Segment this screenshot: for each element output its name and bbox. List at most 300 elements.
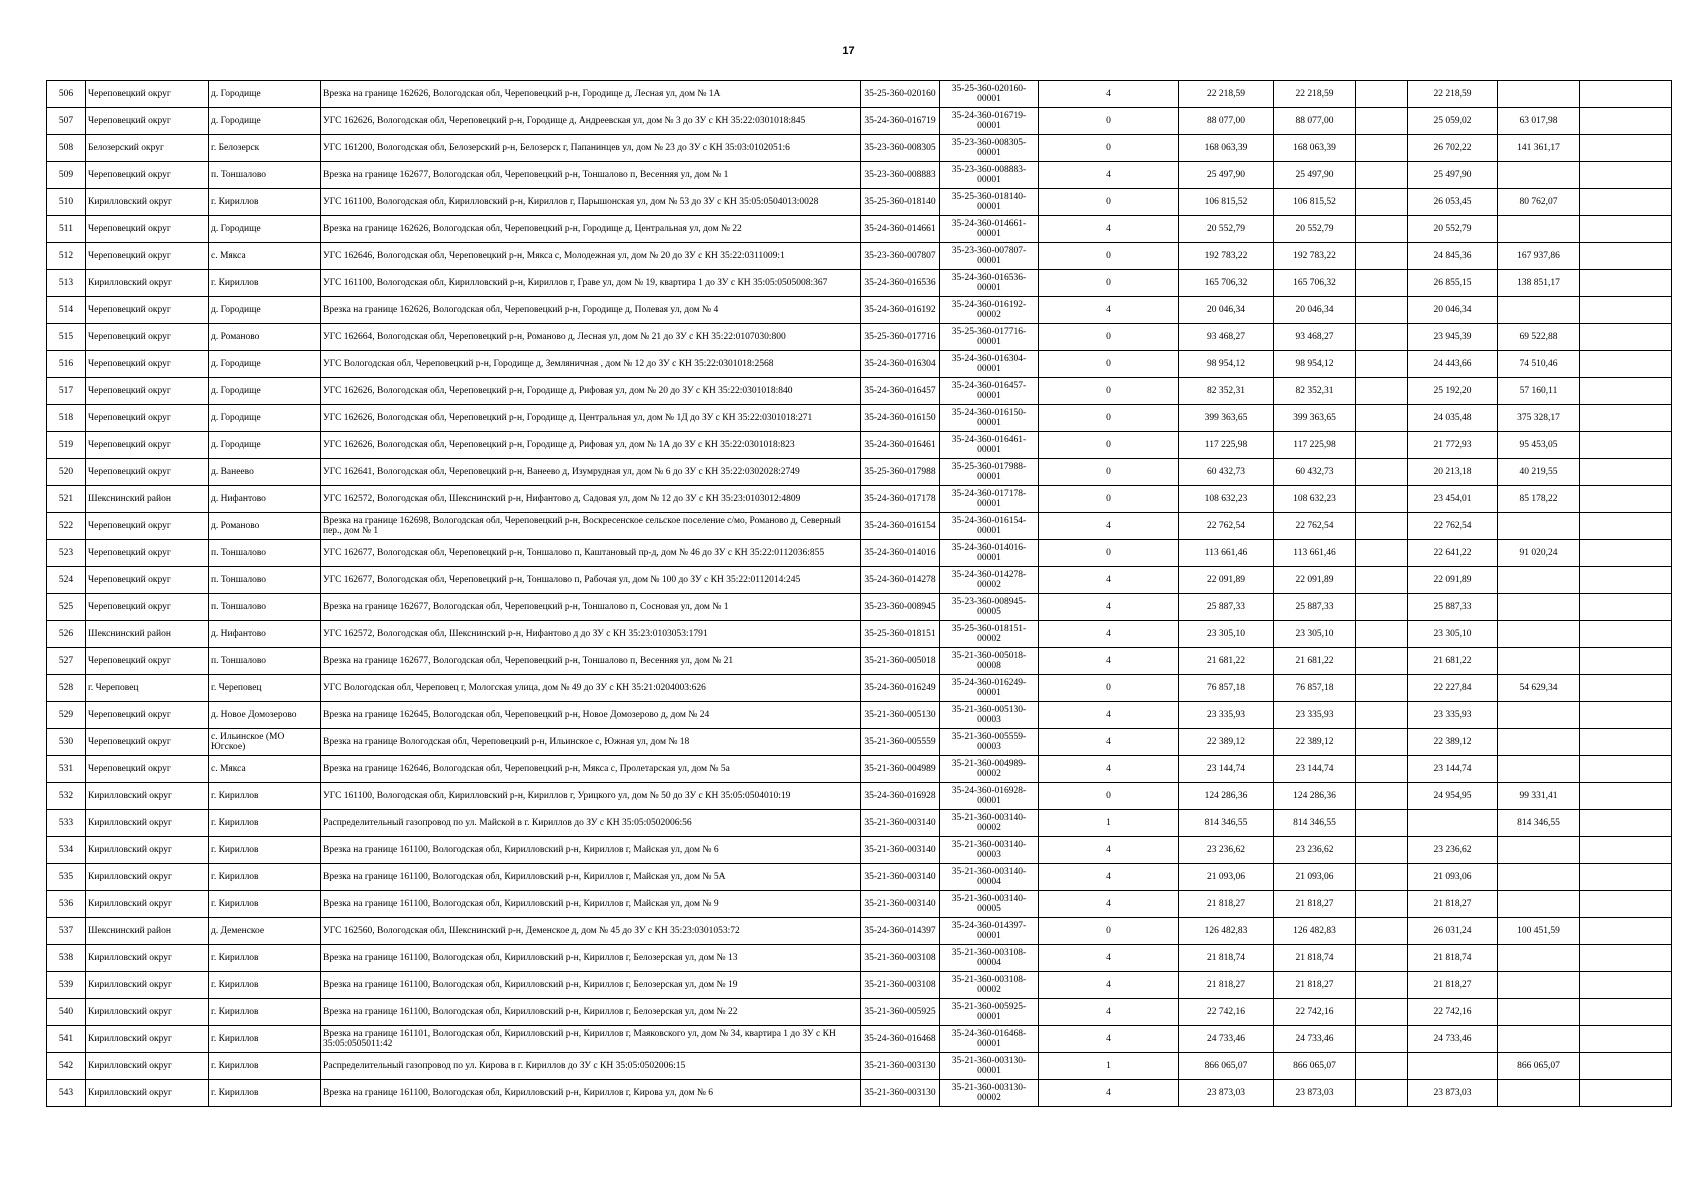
remaining-cost-cell — [1498, 216, 1580, 243]
empty-column-cell — [1356, 405, 1408, 432]
district-cell: Кирилловский округ — [86, 972, 209, 999]
total-cost-cell: 108 632,23 — [1179, 486, 1274, 513]
notes-cell — [1580, 1080, 1672, 1107]
settlement-cell: д. Деменское — [209, 918, 321, 945]
district-cell: Череповецкий округ — [86, 702, 209, 729]
code-cell: 35-21-360-003140 — [861, 864, 940, 891]
district-cell: Белозерский округ — [86, 135, 209, 162]
settlement-cell: д. Городище — [209, 81, 321, 108]
total-cost-cell: 23 873,03 — [1179, 1080, 1274, 1107]
connection-cost-cell: 23 236,62 — [1408, 837, 1498, 864]
row-number-cell: 528 — [47, 675, 86, 702]
remaining-cost-cell — [1498, 513, 1580, 540]
settlement-cell: п. Тоншалово — [209, 567, 321, 594]
settlement-cell: г. Кириллов — [209, 945, 321, 972]
empty-column-cell — [1356, 621, 1408, 648]
total-cost-cell: 124 286,36 — [1179, 783, 1274, 810]
total-cost-cell: 165 706,32 — [1179, 270, 1274, 297]
notes-cell — [1580, 108, 1672, 135]
notes-cell — [1580, 756, 1672, 783]
total-cost-cell: 98 954,12 — [1179, 351, 1274, 378]
total-cost-cell: 21 818,27 — [1179, 891, 1274, 918]
table-row — [47, 729, 1672, 756]
remaining-cost-cell: 138 851,17 — [1498, 270, 1580, 297]
empty-column-cell — [1356, 702, 1408, 729]
table-row — [47, 864, 1672, 891]
type-code-cell: 0 — [1039, 783, 1179, 810]
type-code-cell: 4 — [1039, 1026, 1179, 1053]
object-address-cell: УГС 161100, Вологодская обл, Кирилловский р-н, Кириллов г, Урицкого ул, дом № 50 до ЗУ с КН 35:05:0504010:19 — [321, 783, 861, 810]
type-code-cell: 1 — [1039, 1053, 1179, 1080]
district-cell: Кирилловский округ — [86, 783, 209, 810]
empty-column-cell — [1356, 351, 1408, 378]
remaining-cost-cell: 95 453,05 — [1498, 432, 1580, 459]
cadastral-number-cell: 35-24-360-016154-00001 — [940, 513, 1039, 540]
settlement-cell: г. Кириллов — [209, 891, 321, 918]
code-cell: 35-24-360-016457 — [861, 378, 940, 405]
remaining-cost-cell: 63 017,98 — [1498, 108, 1580, 135]
object-address-cell: УГС 162664, Вологодская обл, Череповецкий р-н, Романово д, Лесная ул, дом № 21 до ЗУ с КН 35:22:0107030:800 — [321, 324, 861, 351]
total-cost-cell: 22 389,12 — [1179, 729, 1274, 756]
settlement-cell: г. Череповец — [209, 675, 321, 702]
settlement-cell: д. Городище — [209, 297, 321, 324]
table-row — [47, 1026, 1672, 1053]
settlement-cell: д. Городище — [209, 378, 321, 405]
cost-amount-cell: 192 783,22 — [1274, 243, 1356, 270]
table-row — [47, 702, 1672, 729]
connection-cost-cell: 24 035,48 — [1408, 405, 1498, 432]
cadastral-number-cell: 35-21-360-003130-00002 — [940, 1080, 1039, 1107]
type-code-cell: 0 — [1039, 108, 1179, 135]
connection-cost-cell — [1408, 810, 1498, 837]
code-cell: 35-25-360-020160 — [861, 81, 940, 108]
type-code-cell: 0 — [1039, 189, 1179, 216]
cost-amount-cell: 82 352,31 — [1274, 378, 1356, 405]
cost-amount-cell: 93 468,27 — [1274, 324, 1356, 351]
notes-cell — [1580, 648, 1672, 675]
code-cell: 35-25-360-018151 — [861, 621, 940, 648]
total-cost-cell: 106 815,52 — [1179, 189, 1274, 216]
cost-amount-cell: 23 144,74 — [1274, 756, 1356, 783]
settlement-cell: п. Тоншалово — [209, 162, 321, 189]
notes-cell — [1580, 540, 1672, 567]
row-number-cell: 507 — [47, 108, 86, 135]
district-cell: Череповецкий округ — [86, 432, 209, 459]
settlement-cell: г. Кириллов — [209, 783, 321, 810]
cadastral-number-cell: 35-21-360-005018-00008 — [940, 648, 1039, 675]
connection-cost-cell: 26 702,22 — [1408, 135, 1498, 162]
total-cost-cell: 21 818,74 — [1179, 945, 1274, 972]
object-address-cell: Врезка на границе 162677, Вологодская обл, Череповецкий р-н, Тоншалово п, Сосновая ул, дом № 1 — [321, 594, 861, 621]
cadastral-number-cell: 35-21-360-003140-00004 — [940, 864, 1039, 891]
remaining-cost-cell: 69 522,88 — [1498, 324, 1580, 351]
remaining-cost-cell — [1498, 567, 1580, 594]
empty-column-cell — [1356, 783, 1408, 810]
type-code-cell: 0 — [1039, 324, 1179, 351]
notes-cell — [1580, 594, 1672, 621]
district-cell: Кирилловский округ — [86, 999, 209, 1026]
notes-cell — [1580, 810, 1672, 837]
connection-cost-cell: 21 818,27 — [1408, 891, 1498, 918]
district-cell: Череповецкий округ — [86, 513, 209, 540]
cost-amount-cell: 399 363,65 — [1274, 405, 1356, 432]
total-cost-cell: 22 091,89 — [1179, 567, 1274, 594]
total-cost-cell: 23 335,93 — [1179, 702, 1274, 729]
settlement-cell: п. Тоншалово — [209, 648, 321, 675]
object-address-cell: Врезка на границе 162677, Вологодская обл, Череповецкий р-н, Тоншалово п, Весенняя ул, дом № 1 — [321, 162, 861, 189]
type-code-cell: 4 — [1039, 297, 1179, 324]
district-cell: Череповецкий округ — [86, 378, 209, 405]
row-number-cell: 537 — [47, 918, 86, 945]
cadastral-number-cell: 35-24-360-016457-00001 — [940, 378, 1039, 405]
type-code-cell: 4 — [1039, 1080, 1179, 1107]
type-code-cell: 4 — [1039, 864, 1179, 891]
settlement-cell: п. Тоншалово — [209, 594, 321, 621]
cadastral-number-cell: 35-21-360-003108-00004 — [940, 945, 1039, 972]
total-cost-cell: 22 742,16 — [1179, 999, 1274, 1026]
notes-cell — [1580, 675, 1672, 702]
code-cell: 35-21-360-003130 — [861, 1053, 940, 1080]
cost-amount-cell: 22 091,89 — [1274, 567, 1356, 594]
settlement-cell: д. Городище — [209, 351, 321, 378]
total-cost-cell: 22 218,59 — [1179, 81, 1274, 108]
remaining-cost-cell — [1498, 945, 1580, 972]
empty-column-cell — [1356, 513, 1408, 540]
remaining-cost-cell — [1498, 1080, 1580, 1107]
empty-column-cell — [1356, 1053, 1408, 1080]
notes-cell — [1580, 1026, 1672, 1053]
row-number-cell: 529 — [47, 702, 86, 729]
empty-column-cell — [1356, 297, 1408, 324]
cost-amount-cell: 165 706,32 — [1274, 270, 1356, 297]
empty-column-cell — [1356, 459, 1408, 486]
cadastral-number-cell: 35-21-360-003140-00003 — [940, 837, 1039, 864]
notes-cell — [1580, 783, 1672, 810]
code-cell: 35-21-360-005018 — [861, 648, 940, 675]
code-cell: 35-21-360-005559 — [861, 729, 940, 756]
district-cell: Череповецкий округ — [86, 729, 209, 756]
table-row — [47, 162, 1672, 189]
empty-column-cell — [1356, 972, 1408, 999]
code-cell: 35-21-360-003140 — [861, 891, 940, 918]
row-number-cell: 531 — [47, 756, 86, 783]
cost-amount-cell: 20 046,34 — [1274, 297, 1356, 324]
total-cost-cell: 21 681,22 — [1179, 648, 1274, 675]
remaining-cost-cell: 54 629,34 — [1498, 675, 1580, 702]
notes-cell — [1580, 324, 1672, 351]
notes-cell — [1580, 621, 1672, 648]
empty-column-cell — [1356, 432, 1408, 459]
table-row — [47, 891, 1672, 918]
empty-column-cell — [1356, 189, 1408, 216]
remaining-cost-cell — [1498, 999, 1580, 1026]
object-address-cell: Врезка на границе 162677, Вологодская обл, Череповецкий р-н, Тоншалово п, Весенняя ул, дом № 21 — [321, 648, 861, 675]
row-number-cell: 540 — [47, 999, 86, 1026]
object-address-cell: УГС 162646, Вологодская обл, Череповецкий р-н, Мякса с, Молодежная ул, дом № 20 до ЗУ с КН 35:22:0311009:1 — [321, 243, 861, 270]
type-code-cell: 0 — [1039, 540, 1179, 567]
cadastral-number-cell: 35-24-360-016150-00001 — [940, 405, 1039, 432]
remaining-cost-cell — [1498, 81, 1580, 108]
settlement-cell: г. Кириллов — [209, 270, 321, 297]
connection-cost-cell: 21 681,22 — [1408, 648, 1498, 675]
district-cell: Череповецкий округ — [86, 243, 209, 270]
settlement-cell: д. Городище — [209, 432, 321, 459]
cadastral-number-cell: 35-21-360-003140-00002 — [940, 810, 1039, 837]
empty-column-cell — [1356, 108, 1408, 135]
remaining-cost-cell: 375 328,17 — [1498, 405, 1580, 432]
remaining-cost-cell: 141 361,17 — [1498, 135, 1580, 162]
cadastral-number-cell: 35-23-360-008305-00001 — [940, 135, 1039, 162]
total-cost-cell: 20 046,34 — [1179, 297, 1274, 324]
empty-column-cell — [1356, 648, 1408, 675]
remaining-cost-cell: 57 160,11 — [1498, 378, 1580, 405]
empty-column-cell — [1356, 486, 1408, 513]
cost-amount-cell: 98 954,12 — [1274, 351, 1356, 378]
row-number-cell: 526 — [47, 621, 86, 648]
type-code-cell: 4 — [1039, 891, 1179, 918]
code-cell: 35-24-360-014397 — [861, 918, 940, 945]
remaining-cost-cell: 91 020,24 — [1498, 540, 1580, 567]
notes-cell — [1580, 459, 1672, 486]
object-address-cell: Врезка на границе 162646, Вологодская обл, Череповецкий р-н, Мякса с, Пролетарская ул, дом № 5а — [321, 756, 861, 783]
code-cell: 35-24-360-014016 — [861, 540, 940, 567]
row-number-cell: 509 — [47, 162, 86, 189]
district-cell: Череповецкий округ — [86, 162, 209, 189]
settlement-cell: г. Кириллов — [209, 837, 321, 864]
connection-cost-cell: 23 305,10 — [1408, 621, 1498, 648]
district-cell: г. Череповец — [86, 675, 209, 702]
district-cell: Череповецкий округ — [86, 108, 209, 135]
empty-column-cell — [1356, 243, 1408, 270]
connection-cost-cell: 23 144,74 — [1408, 756, 1498, 783]
settlement-cell: д. Ванеево — [209, 459, 321, 486]
cadastral-number-cell: 35-25-360-017716-00001 — [940, 324, 1039, 351]
empty-column-cell — [1356, 567, 1408, 594]
empty-column-cell — [1356, 540, 1408, 567]
type-code-cell: 0 — [1039, 432, 1179, 459]
cadastral-number-cell: 35-24-360-017178-00001 — [940, 486, 1039, 513]
object-address-cell: Врезка на границе 161100, Вологодская обл, Кирилловский р-н, Кириллов г, Майская ул, дом № 5А — [321, 864, 861, 891]
connection-cost-cell: 23 945,39 — [1408, 324, 1498, 351]
cadastral-number-cell: 35-24-360-016468-00001 — [940, 1026, 1039, 1053]
empty-column-cell — [1356, 999, 1408, 1026]
district-cell: Кирилловский округ — [86, 837, 209, 864]
table-row — [47, 918, 1672, 945]
notes-cell — [1580, 405, 1672, 432]
cadastral-number-cell: 35-21-360-005559-00003 — [940, 729, 1039, 756]
object-address-cell: Врезка на границе 162626, Вологодская обл, Череповецкий р-н, Городище д, Лесная ул, дом № 1А — [321, 81, 861, 108]
type-code-cell: 4 — [1039, 594, 1179, 621]
connection-cost-cell: 22 227,84 — [1408, 675, 1498, 702]
cost-amount-cell: 24 733,46 — [1274, 1026, 1356, 1053]
object-address-cell: Врезка на границе 162698, Вологодская обл, Череповецкий р-н, Воскресенское сельское поселение с/мо, Романово д, Северный пер., дом № 1 — [321, 513, 861, 540]
code-cell: 35-21-360-003140 — [861, 810, 940, 837]
notes-cell — [1580, 1053, 1672, 1080]
row-number-cell: 541 — [47, 1026, 86, 1053]
object-address-cell: УГС 162677, Вологодская обл, Череповецкий р-н, Тоншалово п, Рабочая ул, дом № 100 до ЗУ с КН 35:22:0112014:245 — [321, 567, 861, 594]
cost-amount-cell: 22 389,12 — [1274, 729, 1356, 756]
table-row — [47, 567, 1672, 594]
row-number-cell: 522 — [47, 513, 86, 540]
register-rows — [47, 81, 1672, 1107]
empty-column-cell — [1356, 729, 1408, 756]
cadastral-number-cell: 35-21-360-003140-00005 — [940, 891, 1039, 918]
code-cell: 35-24-360-014661 — [861, 216, 940, 243]
cadastral-number-cell: 35-25-360-020160-00001 — [940, 81, 1039, 108]
remaining-cost-cell: 814 346,55 — [1498, 810, 1580, 837]
cadastral-number-cell: 35-21-360-005130-00003 — [940, 702, 1039, 729]
cost-amount-cell: 106 815,52 — [1274, 189, 1356, 216]
cost-amount-cell: 22 762,54 — [1274, 513, 1356, 540]
connection-cost-cell: 23 335,93 — [1408, 702, 1498, 729]
type-code-cell: 0 — [1039, 351, 1179, 378]
cost-amount-cell: 21 818,74 — [1274, 945, 1356, 972]
row-number-cell: 533 — [47, 810, 86, 837]
code-cell: 35-24-360-014278 — [861, 567, 940, 594]
cadastral-number-cell: 35-24-360-014016-00001 — [940, 540, 1039, 567]
table-row — [47, 324, 1672, 351]
cost-amount-cell: 113 661,46 — [1274, 540, 1356, 567]
table-row — [47, 1053, 1672, 1080]
connection-cost-cell: 25 497,90 — [1408, 162, 1498, 189]
type-code-cell: 4 — [1039, 729, 1179, 756]
notes-cell — [1580, 81, 1672, 108]
row-number-cell: 521 — [47, 486, 86, 513]
cost-amount-cell: 21 681,22 — [1274, 648, 1356, 675]
notes-cell — [1580, 972, 1672, 999]
type-code-cell: 4 — [1039, 648, 1179, 675]
cost-amount-cell: 23 873,03 — [1274, 1080, 1356, 1107]
notes-cell — [1580, 567, 1672, 594]
code-cell: 35-24-360-016468 — [861, 1026, 940, 1053]
cost-amount-cell: 108 632,23 — [1274, 486, 1356, 513]
table-row — [47, 297, 1672, 324]
cadastral-number-cell: 35-24-360-016928-00001 — [940, 783, 1039, 810]
settlement-cell: г. Кириллов — [209, 972, 321, 999]
type-code-cell: 0 — [1039, 270, 1179, 297]
row-number-cell: 519 — [47, 432, 86, 459]
register-table — [46, 80, 1672, 1107]
type-code-cell: 0 — [1039, 486, 1179, 513]
connection-cost-cell: 26 031,24 — [1408, 918, 1498, 945]
row-number-cell: 506 — [47, 81, 86, 108]
district-cell: Кирилловский округ — [86, 810, 209, 837]
object-address-cell: УГС 162626, Вологодская обл, Череповецкий р-н, Городище д, Центральная ул, дом № 1Д до ЗУ с КН 35:22:0301018:271 — [321, 405, 861, 432]
notes-cell — [1580, 351, 1672, 378]
remaining-cost-cell — [1498, 756, 1580, 783]
table-row — [47, 621, 1672, 648]
empty-column-cell — [1356, 837, 1408, 864]
table-row — [47, 756, 1672, 783]
notes-cell — [1580, 702, 1672, 729]
notes-cell — [1580, 486, 1672, 513]
cost-amount-cell: 814 346,55 — [1274, 810, 1356, 837]
remaining-cost-cell — [1498, 648, 1580, 675]
remaining-cost-cell: 99 331,41 — [1498, 783, 1580, 810]
settlement-cell: п. Тоншалово — [209, 540, 321, 567]
table-row — [47, 108, 1672, 135]
object-address-cell: УГС Вологодская обл, Череповецкий р-н, Городище д, Земляничная , дом № 12 до ЗУ с КН 35:22:0301018:2568 — [321, 351, 861, 378]
object-address-cell: УГС 162626, Вологодская обл, Череповецкий р-н, Городище д, Рифовая ул, дом № 1А до ЗУ с КН 35:22:0301018:823 — [321, 432, 861, 459]
table-row — [47, 1080, 1672, 1107]
row-number-cell: 514 — [47, 297, 86, 324]
code-cell: 35-24-360-017178 — [861, 486, 940, 513]
settlement-cell: г. Кириллов — [209, 810, 321, 837]
empty-column-cell — [1356, 162, 1408, 189]
type-code-cell: 4 — [1039, 756, 1179, 783]
type-code-cell: 0 — [1039, 675, 1179, 702]
row-number-cell: 534 — [47, 837, 86, 864]
table-row — [47, 783, 1672, 810]
settlement-cell: г. Кириллов — [209, 1053, 321, 1080]
table-row — [47, 216, 1672, 243]
type-code-cell: 0 — [1039, 135, 1179, 162]
district-cell: Череповецкий округ — [86, 459, 209, 486]
row-number-cell: 508 — [47, 135, 86, 162]
remaining-cost-cell: 40 219,55 — [1498, 459, 1580, 486]
table-row — [47, 486, 1672, 513]
settlement-cell: г. Кириллов — [209, 999, 321, 1026]
code-cell: 35-23-360-008883 — [861, 162, 940, 189]
settlement-cell: г. Кириллов — [209, 1026, 321, 1053]
object-address-cell: УГС 161100, Вологодская обл, Кирилловский р-н, Кириллов г, Граве ул, дом № 19, квартира 1 до ЗУ с КН 35:05:0505008:367 — [321, 270, 861, 297]
connection-cost-cell: 20 046,34 — [1408, 297, 1498, 324]
district-cell: Череповецкий округ — [86, 216, 209, 243]
connection-cost-cell: 25 059,02 — [1408, 108, 1498, 135]
type-code-cell: 4 — [1039, 945, 1179, 972]
empty-column-cell — [1356, 378, 1408, 405]
district-cell: Кирилловский округ — [86, 1026, 209, 1053]
object-address-cell: Врезка на границе 161100, Вологодская обл, Кирилловский р-н, Кириллов г, Майская ул, дом № 6 — [321, 837, 861, 864]
notes-cell — [1580, 189, 1672, 216]
table-row — [47, 378, 1672, 405]
cost-amount-cell: 20 552,79 — [1274, 216, 1356, 243]
code-cell: 35-24-360-016192 — [861, 297, 940, 324]
object-address-cell: Врезка на границе 161100, Вологодская обл, Кирилловский р-н, Кириллов г, Майская ул, дом № 9 — [321, 891, 861, 918]
code-cell: 35-24-360-016249 — [861, 675, 940, 702]
total-cost-cell: 24 733,46 — [1179, 1026, 1274, 1053]
type-code-cell: 4 — [1039, 972, 1179, 999]
settlement-cell: г. Кириллов — [209, 864, 321, 891]
type-code-cell: 0 — [1039, 243, 1179, 270]
cadastral-number-cell: 35-23-360-008945-00005 — [940, 594, 1039, 621]
total-cost-cell: 399 363,65 — [1179, 405, 1274, 432]
total-cost-cell: 192 783,22 — [1179, 243, 1274, 270]
object-address-cell: УГС 162626, Вологодская обл, Череповецкий р-н, Городище д, Андреевская ул, дом № 3 до ЗУ с КН 35:22:0301018:845 — [321, 108, 861, 135]
district-cell: Шекснинский район — [86, 486, 209, 513]
cost-amount-cell: 22 742,16 — [1274, 999, 1356, 1026]
object-address-cell: УГС 162677, Вологодская обл, Череповецкий р-н, Тоншалово п, Каштановый пр-д, дом № 46 до ЗУ с КН 35:22:0112036:855 — [321, 540, 861, 567]
table-row — [47, 270, 1672, 297]
type-code-cell: 0 — [1039, 378, 1179, 405]
cadastral-number-cell: 35-24-360-016719-00001 — [940, 108, 1039, 135]
empty-column-cell — [1356, 81, 1408, 108]
notes-cell — [1580, 432, 1672, 459]
cost-amount-cell: 124 286,36 — [1274, 783, 1356, 810]
cadastral-number-cell: 35-24-360-014661-00001 — [940, 216, 1039, 243]
connection-cost-cell: 26 855,15 — [1408, 270, 1498, 297]
table-row — [47, 459, 1672, 486]
cadastral-number-cell: 35-24-360-014278-00002 — [940, 567, 1039, 594]
connection-cost-cell: 21 093,06 — [1408, 864, 1498, 891]
row-number-cell: 512 — [47, 243, 86, 270]
type-code-cell: 4 — [1039, 567, 1179, 594]
settlement-cell: д. Нифантово — [209, 486, 321, 513]
cost-amount-cell: 866 065,07 — [1274, 1053, 1356, 1080]
code-cell: 35-25-360-017988 — [861, 459, 940, 486]
object-address-cell: Врезка на границе 161100, Вологодская обл, Кирилловский р-н, Кириллов г, Белозерская ул, дом № 19 — [321, 972, 861, 999]
notes-cell — [1580, 270, 1672, 297]
